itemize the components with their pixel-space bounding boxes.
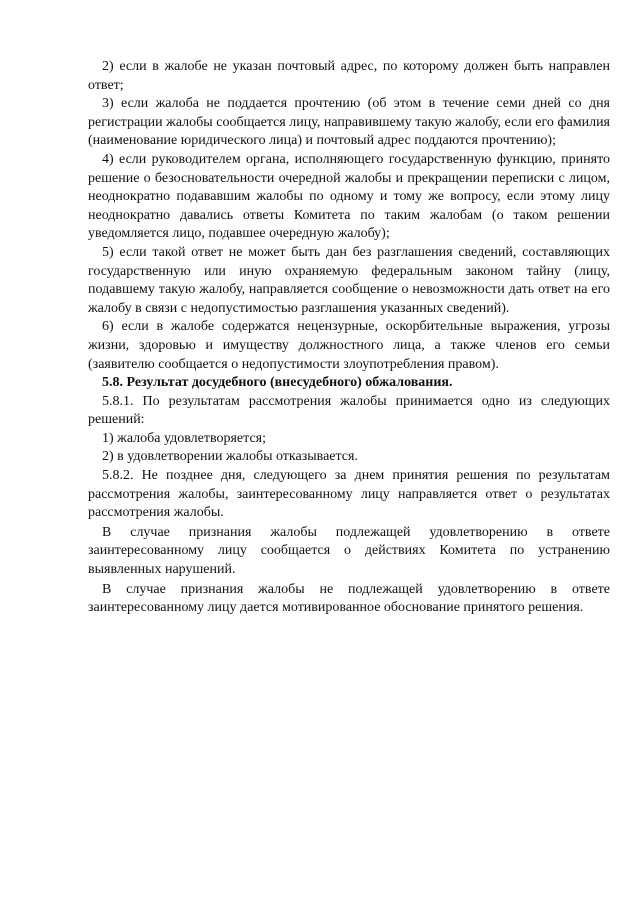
list-item-3: 3) если жалоба не поддается прочтению (об этом в течение семи дней со дня регистрации жалобы сообщается лицу, направившему такую жалобу, если его фамилия (наименование юридического лица) и почтовый адрес поддаются прочтению);	[88, 96, 610, 149]
paragraph-5-8-2: 5.8.2. Не позднее дня, следующего за днем принятия решения по результатам рассмотрения жалобы, заинтересованному лицу направляется ответ о результатах рассмотрения жалобы.	[88, 468, 610, 521]
paragraph-not-satisfied: В случае признания жалобы не подлежащей удовлетворению в ответе заинтересованному лицу дается мотивированное обоснование принятого решения.	[88, 581, 610, 616]
decision-item-1: 1) жалоба удовлетворяется;	[102, 430, 266, 446]
list-item-4: 4) если руководителем органа, исполняющего государственную функцию, принято решение о безосновательности очередной жалобы и прекращении переписки с лицом, неоднократно подававшим жалобы по одному и тому же вопросу, если этому лицу неоднократно давались ответы Комитета по таким жалобам (о таком решении уведомляется лицо, подавшее очередную жалобу);	[88, 151, 610, 242]
list-item-5: 5) если такой ответ не может быть дан без разглашения сведений, составляющих государственную или иную охраняемую федеральным законом тайну (лицу, подавшему такую жалобу, направляется сообщение о невозможности дать ответ на его жалобу в связи с недопустимостью разглашения указанных сведений).	[88, 244, 610, 316]
list-item-6: 6) если в жалобе содержатся нецензурные, оскорбительные выражения, угрозы жизни, здоровью и имуществу должностного лица, а также членов его семьи (заявителю сообщается о недопустимости злоупотребления правом).	[88, 319, 610, 372]
list-item-2: 2) если в жалобе не указан почтовый адрес, по которому должен быть направлен ответ;	[88, 59, 610, 93]
paragraph-5-8-1: 5.8.1. По результатам рассмотрения жалобы принимается одно из следующих решений:	[88, 393, 610, 428]
decision-item-2: 2) в удовлетворении жалобы отказывается.	[102, 449, 358, 465]
section-heading-5-8: 5.8. Результат досудебного (внесудебного) обжалования.	[102, 375, 453, 391]
document-page	[88, 58, 610, 618]
paragraph-satisfied: В случае признания жалобы подлежащей удовлетворению в ответе заинтересованному лицу сообщается о действиях Комитета по устранению выявленных нарушений.	[88, 524, 610, 578]
